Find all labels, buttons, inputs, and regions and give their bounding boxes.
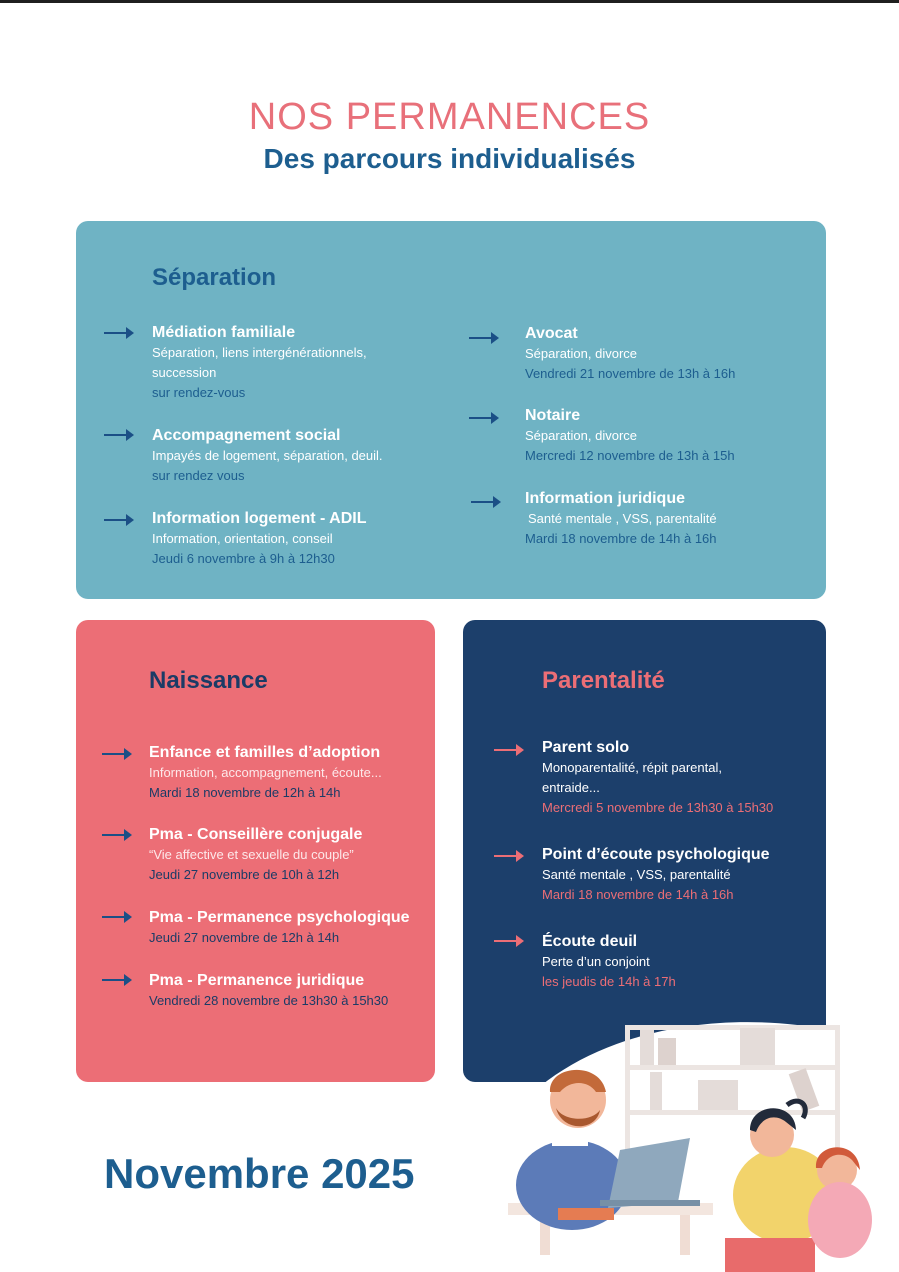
- item-when: les jeudis de 14h à 17h: [542, 974, 676, 989]
- item-when: Mardi 18 novembre de 14h à 16h: [525, 531, 717, 546]
- list-item-ecoute-deuil: [542, 932, 842, 992]
- arrow-icon: [469, 332, 499, 344]
- list-item-mediation: [152, 323, 452, 403]
- item-when: sur rendez vous: [152, 468, 245, 483]
- item-desc: Séparation, divorce: [525, 346, 638, 361]
- item-when: Vendredi 21 novembre de 13h à 16h: [525, 366, 736, 381]
- list-item-avocat: [525, 324, 825, 384]
- list-item-notaire: [525, 406, 825, 466]
- family-at-laptop-illustration: [500, 1010, 899, 1272]
- item-desc: Séparation, liens intergénérationnels, succession: [152, 345, 367, 380]
- item-desc: Monoparentalité, répit parental, entraide...: [542, 760, 722, 795]
- list-item-adoption: [149, 743, 449, 803]
- item-title: Information logement - ADIL: [152, 510, 367, 527]
- item-when: Mercredi 5 novembre de 13h30 à 15h30: [542, 800, 774, 815]
- list-item-ecoute-psy: [542, 845, 842, 905]
- item-title: Notaire: [525, 407, 581, 424]
- item-title: Pma - Permanence psychologique: [149, 909, 410, 926]
- item-title: Avocat: [525, 325, 578, 342]
- item-when: Jeudi 27 novembre de 12h à 14h: [149, 930, 340, 945]
- item-title: Point d’écoute psychologique: [542, 846, 770, 863]
- item-when: Vendredi 28 novembre de 13h30 à 15h30: [149, 993, 389, 1008]
- item-when: Jeudi 27 novembre de 10h à 12h: [149, 867, 340, 882]
- item-desc: Information, orientation, conseil: [152, 531, 333, 546]
- list-item-psychologique: [149, 908, 449, 948]
- item-title: Information juridique: [525, 490, 685, 507]
- list-item-adil: [152, 509, 452, 569]
- arrow-icon: [469, 412, 499, 424]
- arrow-icon: [102, 911, 132, 923]
- arrow-icon: [102, 974, 132, 986]
- arrow-icon: [102, 829, 132, 841]
- arrow-icon: [471, 496, 501, 508]
- arrow-icon: [494, 744, 524, 756]
- item-when: Mardi 18 novembre de 14h à 16h: [542, 887, 734, 902]
- page-title: NOS PERMANENCES: [248, 96, 651, 138]
- item-title: Médiation familiale: [152, 324, 296, 341]
- item-title: Pma - Conseillère conjugale: [149, 826, 363, 843]
- parentalite-title: Parentalité: [542, 667, 665, 694]
- item-when: Jeudi 6 novembre à 9h à 12h30: [152, 551, 335, 566]
- arrow-icon: [494, 850, 524, 862]
- item-desc: Information, accompagnement, écoute...: [149, 765, 382, 780]
- item-title: Écoute deuil: [542, 933, 638, 950]
- footer-date: Novembre 2025: [104, 1150, 415, 1197]
- separation-title: Séparation: [152, 264, 277, 291]
- arrow-icon: [102, 748, 132, 760]
- item-desc: “Vie affective et sexuelle du couple”: [149, 847, 354, 862]
- item-when: sur rendez-vous: [152, 385, 246, 400]
- top-border: [0, 0, 899, 3]
- item-when: Mercredi 12 novembre de 13h à 15h: [525, 448, 735, 463]
- separation-card: [76, 221, 826, 599]
- item-desc: Santé mentale , VSS, parentalité: [528, 511, 717, 526]
- item-title: Accompagnement social: [152, 427, 341, 444]
- list-item-accompagnement: [152, 426, 452, 486]
- list-item-conseillere: [149, 825, 449, 885]
- item-desc: Perte d’un conjoint: [542, 954, 650, 969]
- arrow-icon: [104, 429, 134, 441]
- list-item-parent-solo: [542, 738, 842, 818]
- page-subtitle: Des parcours individualisés: [263, 143, 636, 174]
- item-desc: Séparation, divorce: [525, 428, 638, 443]
- arrow-icon: [104, 327, 134, 339]
- list-item-juridique: [149, 971, 449, 1011]
- item-when: Mardi 18 novembre de 12h à 14h: [149, 785, 341, 800]
- item-title: Parent solo: [542, 739, 630, 756]
- item-desc: Santé mentale , VSS, parentalité: [542, 867, 731, 882]
- item-desc: Impayés de logement, séparation, deuil.: [152, 448, 383, 463]
- item-title: Pma - Permanence juridique: [149, 972, 365, 989]
- item-title: Enfance et familles d’adoption: [149, 744, 381, 761]
- list-item-information-juridique: [525, 489, 825, 549]
- naissance-title: Naissance: [149, 667, 268, 694]
- naissance-card: [76, 620, 435, 1082]
- arrow-icon: [104, 514, 134, 526]
- arrow-icon: [494, 935, 524, 947]
